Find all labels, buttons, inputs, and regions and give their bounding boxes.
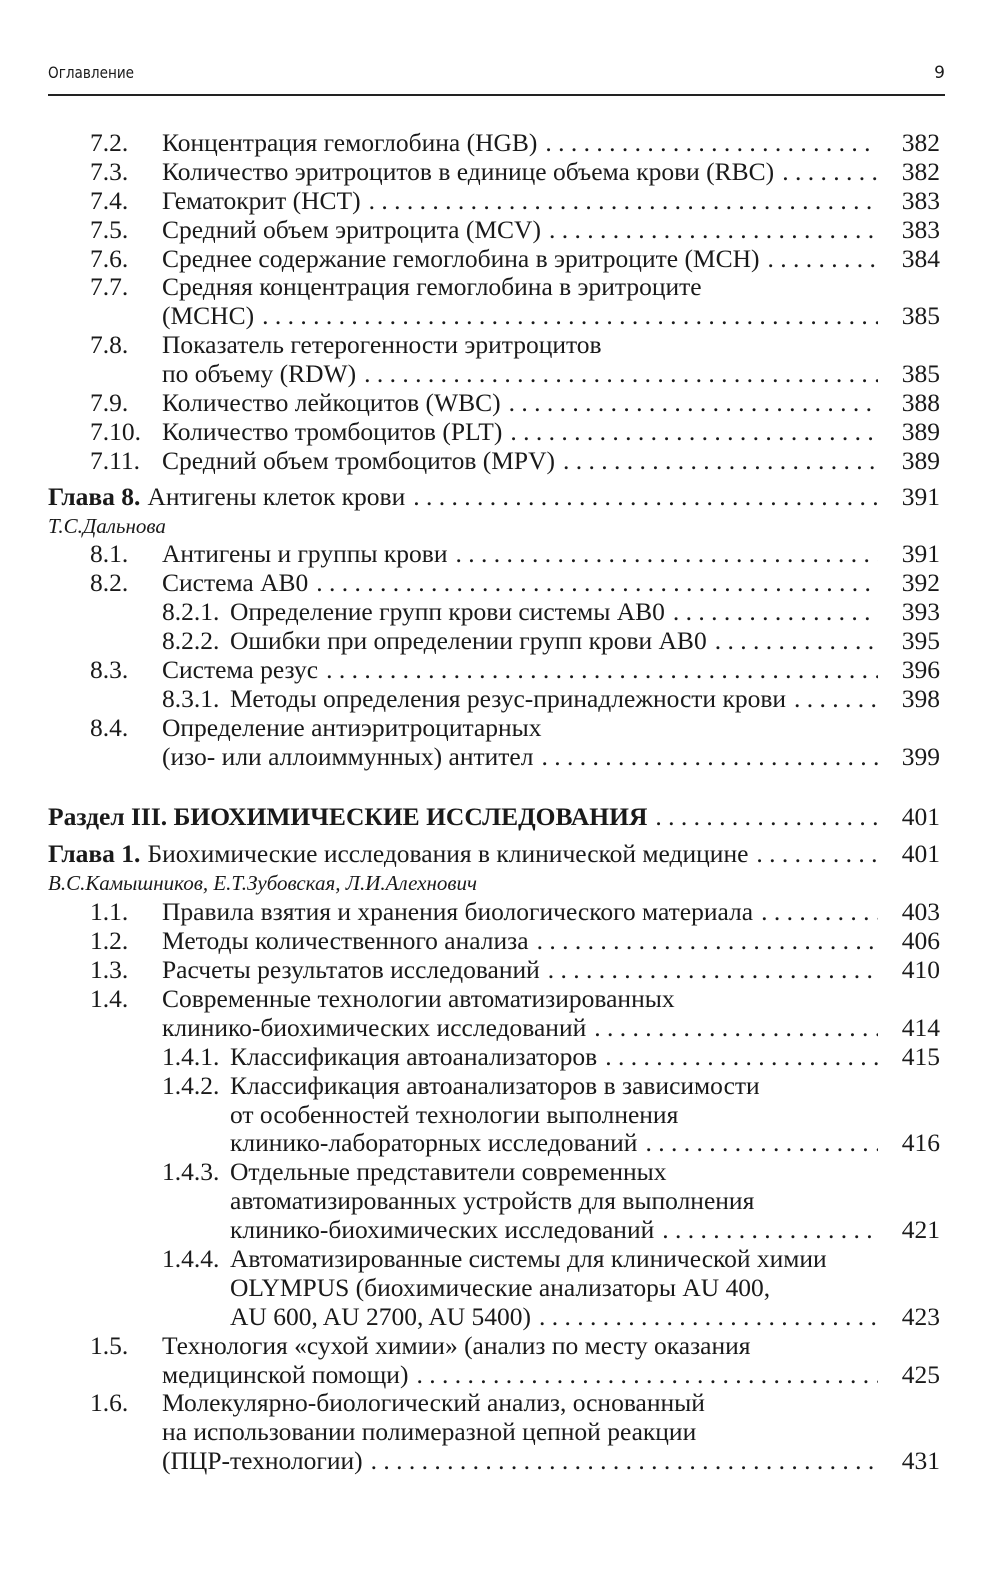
toc-line (48, 483, 940, 512)
section-number: 1.4. (90, 983, 129, 1013)
toc-entry-sec (48, 927, 940, 956)
toc-entry-sec (48, 389, 940, 418)
entry-title: медицинской помощи) (162, 1359, 409, 1389)
section-number: 7.9. (90, 388, 129, 418)
entry-title: Методы определения резус-принадлежности крови (230, 683, 787, 713)
entry-title: Раздел III. БИОХИМИЧЕСКИЕ ИССЛЕДОВАНИЯ (48, 801, 648, 831)
entry-title: Правила взятия и хранения биологического материала (162, 897, 754, 927)
dot-leader (794, 685, 878, 714)
entry-title: Расчеты результатов исследований (162, 955, 540, 985)
toc-line (48, 1158, 940, 1187)
entry-title: клинико-биохимических исследований (162, 1012, 587, 1042)
page-ref: 401 (901, 801, 940, 831)
page-ref: 389 (901, 445, 940, 475)
section-number: 7.6. (90, 243, 129, 273)
page-ref: 384 (901, 243, 940, 273)
authors: В.С.Камышников, Е.Т.Зубовская, Л.И.Алехнович (48, 871, 478, 896)
toc-line (48, 714, 940, 743)
authors: Т.С.Дальнова (48, 513, 166, 538)
page-ref: 389 (901, 416, 940, 446)
section-number: 7.3. (90, 156, 129, 186)
toc-entry-sec (48, 714, 940, 772)
running-header (48, 60, 945, 96)
entry-title: Автоматизированные системы для клинической химии (230, 1243, 827, 1273)
toc-entry-sec (48, 898, 940, 927)
page-ref: 401 (901, 839, 940, 869)
page-number: 9 (934, 63, 945, 83)
toc-entry-sec (48, 447, 940, 476)
dot-leader (416, 1361, 878, 1390)
dot-leader (594, 1014, 878, 1043)
page-ref: 421 (901, 1215, 940, 1245)
toc-line (48, 869, 940, 898)
toc-line (48, 1361, 940, 1390)
entry-title: Количество эритроцитов в единице объема крови (RBC) (162, 156, 775, 186)
section-number: 8.3. (90, 655, 129, 685)
page-ref: 391 (901, 539, 940, 569)
toc-entry-sec (48, 985, 940, 1043)
page-ref: 415 (901, 1041, 940, 1071)
dot-leader (326, 656, 878, 685)
subsection-number: 8.2.2. (162, 626, 220, 656)
toc-entry-sec (48, 656, 940, 685)
toc-line (48, 598, 940, 627)
page-ref: 395 (901, 626, 940, 656)
dot-leader (537, 927, 878, 956)
dot-leader (371, 1447, 878, 1476)
page-ref: 385 (901, 359, 940, 389)
toc-entry-author (48, 869, 940, 898)
toc-entry-sub (48, 1245, 940, 1332)
subsection-number: 8.2.1. (162, 597, 220, 627)
entry-title: Концентрация гемоглобина (HGB) (162, 128, 538, 157)
toc-line (48, 129, 940, 158)
page-ref: 423 (901, 1301, 940, 1331)
dot-leader (761, 898, 878, 927)
toc-line (48, 1447, 940, 1476)
section-number: 1.3. (90, 955, 129, 985)
toc-line (48, 273, 940, 302)
page-ref: 398 (901, 683, 940, 713)
toc-entry-chap (48, 840, 940, 869)
dot-leader (549, 216, 878, 245)
toc-line (48, 1072, 940, 1101)
subsection-number: 1.4.4. (162, 1243, 220, 1273)
toc-entry-chap (48, 483, 940, 512)
page-ref: 392 (901, 568, 940, 598)
dot-leader (316, 569, 878, 598)
chapter-number: Глава 1. (48, 839, 141, 869)
page-ref: 383 (901, 185, 940, 215)
entry-title: (ПЦР-технологии) (162, 1446, 363, 1476)
page-ref: 399 (901, 741, 940, 771)
page-ref: 391 (901, 481, 940, 511)
page-ref: 414 (901, 1012, 940, 1042)
toc-line (48, 656, 940, 685)
toc-line (48, 803, 940, 832)
toc-line (48, 1418, 940, 1447)
section-number: 1.5. (90, 1330, 129, 1360)
entry-title: Классификация автоанализаторов в зависимости (230, 1070, 760, 1100)
toc-entry-sec (48, 158, 940, 187)
toc-line (48, 331, 940, 360)
toc-entry-sub (48, 1158, 940, 1245)
toc-entry-part (48, 803, 940, 832)
subsection-number: 1.4.2. (162, 1070, 220, 1100)
dot-leader (662, 1216, 878, 1245)
toc-entry-sub (48, 598, 940, 627)
entry-title: Средний объем тромбоцитов (MPV) (162, 445, 555, 475)
toc-entry-sec (48, 1389, 940, 1476)
dot-leader (262, 302, 878, 331)
toc-entry-sec (48, 187, 940, 216)
toc-line (48, 1187, 940, 1216)
toc-entry-sec (48, 245, 940, 274)
toc-entry-sec (48, 331, 940, 389)
toc-line (48, 927, 940, 956)
toc-entry-sub (48, 685, 940, 714)
toc-line (48, 245, 940, 274)
entry-title: Классификация автоанализаторов (230, 1041, 598, 1071)
entry-title: Показатель гетерогенности эритроцитов (162, 330, 602, 360)
toc-entry-sec (48, 540, 940, 569)
toc-line (48, 743, 940, 772)
page-ref: 385 (901, 301, 940, 331)
page-ref: 425 (901, 1359, 940, 1389)
entry-title: Количество тромбоцитов (PLT) (162, 416, 503, 446)
dot-leader (541, 743, 878, 772)
section-number: 7.4. (90, 185, 129, 215)
entry-title: Отдельные представители современных (230, 1157, 667, 1187)
entry-title: Количество лейкоцитов (WBC) (162, 388, 501, 418)
section-number: 7.7. (90, 272, 129, 302)
toc-line (48, 956, 940, 985)
page-ref: 396 (901, 655, 940, 685)
toc-line (48, 985, 940, 1014)
section-number: 8.1. (90, 539, 129, 569)
dot-leader (655, 803, 878, 832)
subsection-number: 1.4.1. (162, 1041, 220, 1071)
dot-leader (782, 158, 878, 187)
entry-title: Молекулярно-биологический анализ, основанный (162, 1388, 705, 1418)
table-of-contents (48, 129, 940, 1476)
entry-title: Средний объем эритроцита (MCV) (162, 214, 541, 244)
dot-leader (756, 840, 878, 869)
entry-title: Методы количественного анализа (162, 926, 529, 956)
toc-line (48, 360, 940, 389)
toc-line (48, 627, 940, 656)
toc-line (48, 1014, 940, 1043)
toc-entry-sec (48, 418, 940, 447)
section-number: 7.8. (90, 330, 129, 360)
dot-leader (768, 245, 878, 274)
section-number: 7.11. (90, 445, 141, 475)
dot-leader (455, 540, 878, 569)
entry-title: Система резус (162, 655, 319, 685)
page-ref: 388 (901, 388, 940, 418)
toc-line (48, 1303, 940, 1332)
dot-leader (369, 187, 878, 216)
entry-title: Средняя концентрация гемоглобина в эритроците (162, 272, 702, 302)
dot-leader (645, 1129, 878, 1158)
entry-title: AU 600, AU 2700, AU 5400) (230, 1301, 532, 1331)
toc-line (48, 840, 940, 869)
toc-entry-sec (48, 956, 940, 985)
entry-title: на использовании полимеразной цепной реакции (162, 1417, 697, 1447)
toc-line (48, 898, 940, 927)
entry-title: OLYMPUS (биохимические анализаторы AU 400, (230, 1272, 771, 1302)
page-ref: 431 (901, 1446, 940, 1476)
toc-entry-sec (48, 216, 940, 245)
toc-line (48, 216, 940, 245)
dot-leader (509, 389, 878, 418)
section-number: 8.4. (90, 712, 129, 742)
page-ref: 382 (901, 128, 940, 157)
toc-entry-sec (48, 1332, 940, 1390)
entry-title: Определение групп крови системы АВ0 (230, 597, 665, 627)
toc-line (48, 389, 940, 418)
toc-line (48, 512, 940, 541)
section-number: 7.10. (90, 416, 141, 446)
entry-title: Антигены клеток крови (147, 481, 406, 511)
entry-title: Биохимические исследования в клинической медицине (147, 839, 749, 869)
entry-title: от особенностей технологии выполнения (230, 1099, 679, 1129)
subsection-number: 1.4.3. (162, 1157, 220, 1187)
section-number: 7.5. (90, 214, 129, 244)
dot-leader (673, 598, 878, 627)
page-ref: 393 (901, 597, 940, 627)
toc-entry-sub (48, 627, 940, 656)
subsection-number: 8.3.1. (162, 683, 220, 713)
dot-leader (563, 447, 878, 476)
toc-entry-sec (48, 569, 940, 598)
toc-line (48, 418, 940, 447)
entry-title: Современные технологии автоматизированных (162, 983, 675, 1013)
dot-leader (548, 956, 878, 985)
dot-leader (715, 627, 878, 656)
toc-line (48, 1101, 940, 1130)
page-ref: 403 (901, 897, 940, 927)
toc-line (48, 302, 940, 331)
toc-entry-sub (48, 1043, 940, 1072)
toc-entry-sec (48, 129, 940, 158)
toc-line (48, 1274, 940, 1303)
entry-title: автоматизированных устройств для выполнения (230, 1186, 755, 1216)
section-number: 7.2. (90, 128, 129, 157)
toc-line (48, 447, 940, 476)
toc-line (48, 1245, 940, 1274)
entry-title: Ошибки при определении групп крови АВ0 (230, 626, 707, 656)
entry-title: клинико-лабораторных исследований (230, 1128, 638, 1158)
entry-title: по объему (RDW) (162, 359, 357, 389)
toc-entry-sec (48, 273, 940, 331)
dot-leader (364, 360, 878, 389)
page-ref: 416 (901, 1128, 940, 1158)
entry-title: Антигены и группы крови (162, 539, 448, 569)
toc-line (48, 685, 940, 714)
entry-title: Технология «сухой химии» (анализ по месту оказания (162, 1330, 751, 1360)
toc-line (48, 1389, 940, 1418)
entry-title: Среднее содержание гемоглобина в эритроците (MCH) (162, 243, 760, 273)
toc-line (48, 187, 940, 216)
dot-leader (605, 1043, 878, 1072)
section-number: 1.1. (90, 897, 129, 927)
toc-line (48, 1332, 940, 1361)
toc-line (48, 1043, 940, 1072)
dot-leader (545, 129, 878, 158)
entry-title: Система АВ0 (162, 568, 309, 598)
toc-line (48, 569, 940, 598)
dot-leader (413, 483, 878, 512)
running-header-title: Оглавление (48, 63, 135, 82)
toc-line (48, 1216, 940, 1245)
section-number: 8.2. (90, 568, 129, 598)
page-ref: 406 (901, 926, 940, 956)
chapter-number: Глава 8. (48, 481, 141, 511)
section-number: 1.2. (90, 926, 129, 956)
entry-title: (изо- или аллоиммунных) антител (162, 741, 534, 771)
toc-entry-sub (48, 1072, 940, 1159)
entry-title: (MCHC) (162, 301, 255, 331)
dot-leader (539, 1303, 878, 1332)
entry-title: Гематокрит (HCT) (162, 185, 361, 215)
page-ref: 383 (901, 214, 940, 244)
page-ref: 410 (901, 955, 940, 985)
toc-entry-author (48, 512, 940, 541)
dot-leader (510, 418, 878, 447)
toc-line (48, 540, 940, 569)
toc-line (48, 158, 940, 187)
entry-title: Определение антиэритроцитарных (162, 712, 542, 742)
page-ref: 382 (901, 156, 940, 186)
toc-line (48, 1129, 940, 1158)
section-number: 1.6. (90, 1388, 129, 1418)
entry-title: клинико-биохимических исследований (230, 1215, 655, 1245)
